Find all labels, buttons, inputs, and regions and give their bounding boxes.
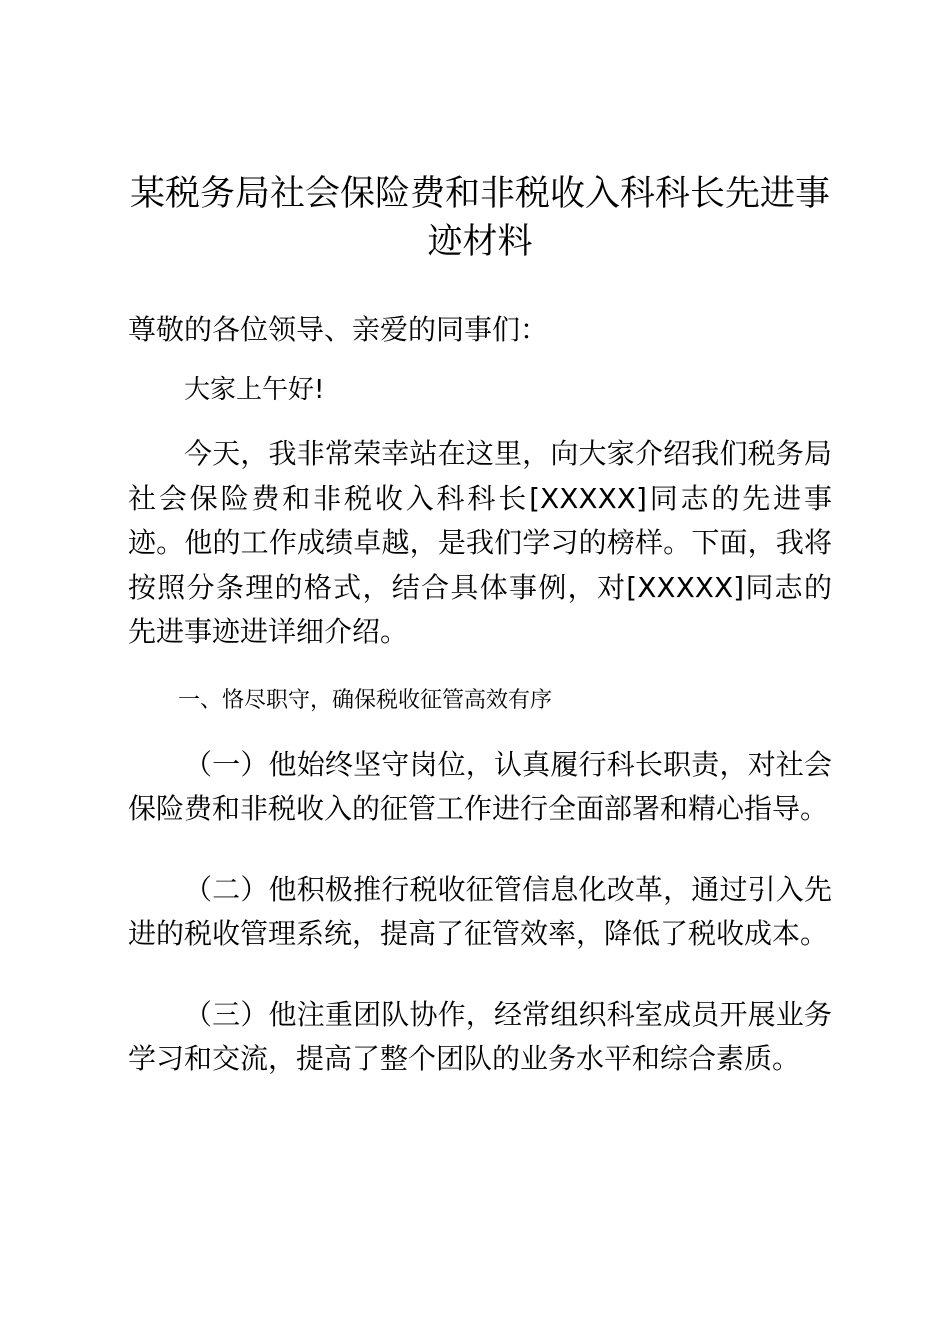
section-item: （一）他始终坚守岗位，认真履行科长职责，对社会保险费和非税收入的征管工作进行全面部署和精心指导。	[128, 747, 832, 825]
document-page	[128, 170, 832, 1082]
section-heading: 一、恪尽职守，确保税收征管高效有序	[178, 687, 553, 713]
greeting: 大家上午好!	[184, 375, 325, 405]
section-item: （二）他积极推行税收征管信息化改革，通过引入先进的税收管理系统，提高了征管效率，降低了税收成本。	[128, 872, 832, 950]
document-title: 某税务局社会保险费和非税收入科科长先进事迹材料	[129, 174, 830, 262]
section-item: （三）他注重团队协作，经常组织科室成员开展业务学习和交流，提高了整个团队的业务水平和综合素质。	[128, 997, 832, 1075]
salutation: 尊敬的各位领导、亲爱的同事们：	[128, 313, 549, 346]
intro-paragraph: 今天，我非常荣幸站在这里，向大家介绍我们税务局社会保险费和非税收入科科长[XXXXX]同志的先进事迹。他的工作成绩卓越，是我们学习的榜样。下面，我将按照分条理的格式，结合具体事例，对[XXXXX]同志的先进事迹进详细介绍。	[128, 437, 832, 648]
